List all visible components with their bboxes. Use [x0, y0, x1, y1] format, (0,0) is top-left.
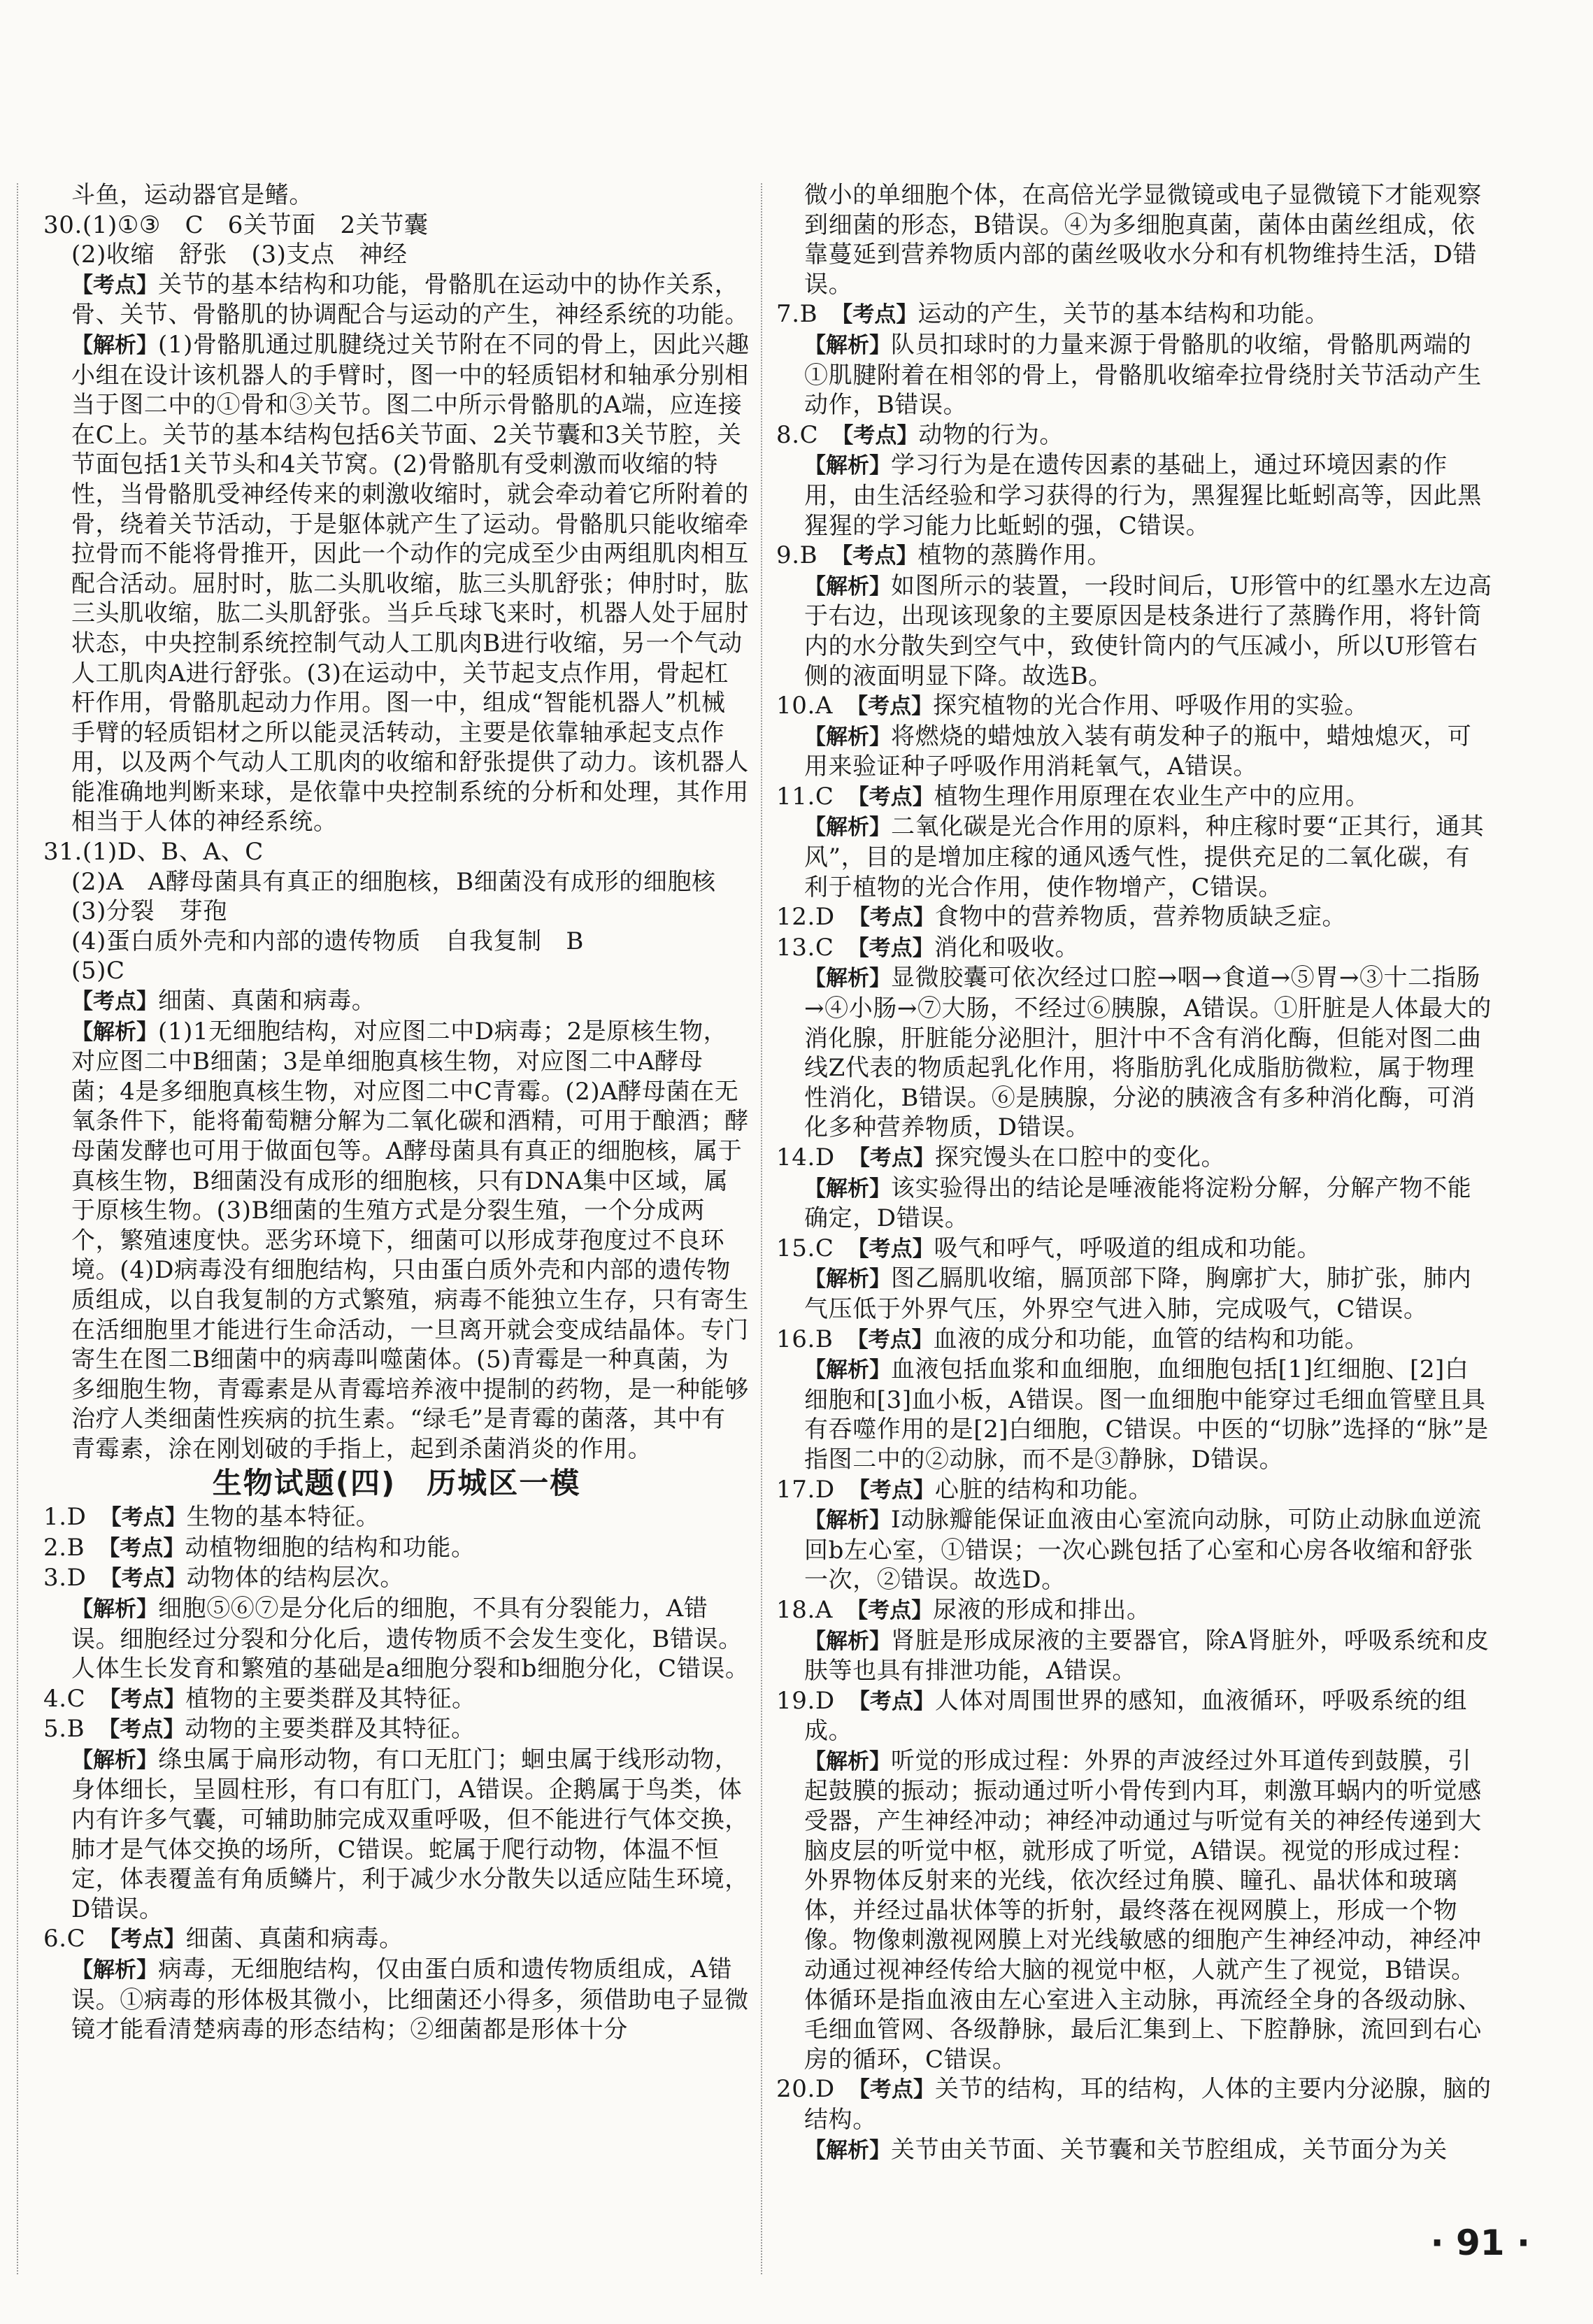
jiexi-text: 队员扣球时的力量来源于骨骼肌的收缩，骨骼肌两端的①肌腱附着在相邻的骨上，骨骼肌收缩牵拉骨绕肘关节活动产生动作，B错误。 — [804, 330, 1482, 420]
kaodian-tag: 【 考点 】 — [859, 905, 935, 930]
q30-jiexi — [43, 330, 750, 837]
kaodian-text: 细菌、真菌和病毒。 — [185, 1925, 403, 1953]
q31-jiexi — [43, 1017, 750, 1464]
answer-spacer — [817, 541, 842, 569]
kaodian-tag: 【 考点 】 — [858, 936, 934, 961]
jiexi-tag: 【 解析 】 — [804, 1267, 891, 1292]
q31-jiexi-text: (1)1无细胞结构，对应图二中D病毒；2是原核生物，对应图二中B细菌；3是单细胞真核生物，对应图二中A酵母菌；4是多细胞真核生物，对应图二中C青霉。(2)A酵母菌在无氧条件下，能将葡萄糖分解为二氧化碳和酒精，可用于酿酒；酵母菌发酵也可用于做面包等。A酵母菌具有真正的细胞核，属于真核生物，B细菌没有成形的细胞核，只有DNA集中区域，属于原核生物。(3)B细菌的生殖方式是分裂生殖，一个分成两个，繁殖速度快。恶劣环境下，细菌可以形成芽孢度过不良环境。(4)D病毒没有细胞结构，只由蛋白质外壳和内部的遗传物质组成，以自我复制的方式繁殖，病毒不能独立生存，只有寄生在活细胞里才能进行生命活动，一旦离开就会变成结晶体。专门寄生在图二B细菌中的病毒叫噬菌体。(5)青霉是一种真菌，为多细胞生物，青霉素是从青霉培养液中提制的药物，是一种能够治疗人类细菌性疾病的抗生素。“绿毛”是青霉的菌落，其中有青霉素，涂在刚划破的手指上，起到杀菌消炎的作用。 — [71, 1017, 749, 1463]
kaodian-text: 血液的成分和功能，血管的结构和功能。 — [933, 1325, 1369, 1353]
answer-spacer — [87, 1503, 111, 1531]
kaodian-text: 动物的行为。 — [918, 420, 1064, 449]
answer-spacer — [85, 1925, 110, 1953]
answer-item — [776, 1595, 1493, 1626]
answer-spacer — [834, 783, 859, 811]
column-divider — [761, 183, 762, 2274]
q31-kaodian — [43, 986, 750, 1017]
answer-number: 11.C — [776, 782, 834, 811]
kaodian-text: 探究植物的光合作用、呼吸作用的实验。 — [933, 692, 1369, 720]
jiexi-tag: 【 解析 】 — [71, 1020, 158, 1045]
answer-number: 13.C — [776, 933, 834, 962]
answer-number: 7.B — [776, 300, 818, 329]
kaodian-text: 运动的产生，关节的基本结构和功能。 — [917, 300, 1329, 329]
kaodian-tag: 【 考点 】 — [110, 1927, 186, 1952]
answer-explanation — [776, 1505, 1493, 1595]
kaodian-tag: 【 考点 】 — [857, 694, 934, 719]
answer-spacer — [833, 1325, 857, 1353]
jiexi-text: 将燃烧的蜡烛放入装有萌发种子的瓶中，蜡烛熄灭，可用来验证种子呼吸作用消耗氧气，A错误。 — [804, 722, 1472, 781]
jiexi-text: Ⅰ动脉瓣能保证血液由心室流向动脉，可防止动脉血逆流回b左心室，①错误；一次心跳包括了心室和心房各收缩和舒张一次，②错误。故选D。 — [804, 1506, 1482, 1595]
answer-spacer — [85, 1715, 109, 1743]
q30-answer-line-1: 30.(1)①③ C 6关节面 2关节囊 — [43, 211, 429, 239]
right-column — [776, 180, 1493, 2165]
kaodian-tag: 【 考点 】 — [859, 1146, 935, 1171]
answer-explanation — [776, 722, 1493, 782]
answer-spacer — [833, 1596, 857, 1624]
jiexi-tag: 【 解析 】 — [804, 1357, 891, 1383]
answer-explanation — [776, 1626, 1493, 1686]
binding-edge-line — [17, 183, 18, 2274]
kaodian-text: 吸气和呼气，呼吸道的组成和功能。 — [934, 1234, 1322, 1262]
q30-jiexi-text: (1)骨骼肌通过肌腱绕过关节附在不同的骨上，因此兴趣小组在设计该机器人的手臂时，图一中的轻质铝材和轴承分别相当于图二中的①骨和③关节。图二中所示骨骼肌的A端，应连接在C上。关节的基本结构包括6关节面、2关节囊和3关节腔，关节面包括1关节头和4关节窝。(2)骨骼肌有受刺激而收缩的特性，当骨骼肌受神经传来的刺激收缩时，就会牵动着它所附着的骨，绕着关节活动，于是躯体就产生了运动。骨骼肌只能收缩牵拉骨而不能将骨推开，因此一个动作的完成至少由两组肌肉相互配合活动。屈肘时，肱二头肌收缩，肱三头肌舒张；伸肘时，肱三头肌收缩，肱二头肌舒张。当乒乓球飞来时，机器人处于屈肘状态，中央控制系统控制气动人工肌肉B进行收缩，另一个气动人工肌肉A进行舒张。(3)在运动中，关节起支点作用，骨起杠杆作用，骨骼肌起动力作用。图一中，组成“智能机器人”机械手臂的轻质铝材之所以能灵活转动，主要是依靠轴承起支点作用，以及两个气动人工肌肉的收缩和舒张提供了动力。该机器人能准确地判断来球，是依靠中央控制系统的分析和处理，其作用相当于人体的神经系统。 — [71, 330, 750, 836]
left-top-fragment: 斗鱼，运动器官是鳍。 — [71, 181, 313, 209]
right-answer-list — [776, 299, 1493, 2165]
answer-number: 15.C — [776, 1234, 834, 1262]
answer-item — [776, 2074, 1493, 2134]
jiexi-text: 如图所示的装置，一段时间后，U形管中的红墨水左边高于右边，出现该现象的主要原因是枝条进行了蒸腾作用，将针筒内的水分散失到空气中，致使针筒内的气压减小，所以U形管右侧的液面明显下降。故选B。 — [804, 571, 1492, 690]
kaodian-tag: 【 考点 】 — [857, 1598, 934, 1623]
kaodian-tag: 【 考点 】 — [842, 543, 918, 569]
jiexi-text: 该实验得出的结论是唾液能将淀粉分解，分解产物不能确定，D错误。 — [804, 1174, 1472, 1233]
kaodian-text: 关节的结构，耳的结构，人体的主要内分泌腺，脑的结构。 — [804, 2075, 1492, 2134]
q31-kaodian-text: 细菌、真菌和病毒。 — [158, 987, 376, 1015]
kaodian-tag: 【 考点 】 — [843, 423, 919, 448]
q30-kaodian-text: 关节的基本结构和功能，骨骼肌在运动中的协作关系，骨、关节、骨骼肌的协调配合与运动的产生，神经系统的功能。 — [71, 270, 749, 329]
answer-number: 8.C — [776, 420, 819, 449]
answer-explanation — [776, 812, 1493, 902]
answer-explanation — [776, 963, 1493, 1143]
kaodian-tag: 【 考点 】 — [71, 273, 158, 298]
jiexi-tag: 【 解析 】 — [804, 1749, 891, 1774]
answer-explanation — [776, 571, 1493, 691]
kaodian-tag: 【 考点 】 — [857, 1327, 934, 1353]
kaodian-tag: 【 考点 】 — [71, 989, 158, 1014]
answer-explanation — [776, 330, 1493, 420]
jiexi-tag: 【 解析 】 — [804, 574, 891, 599]
answer-item — [776, 1686, 1493, 1746]
jiexi-tag: 【 解析 】 — [71, 1748, 158, 1773]
jiexi-text: 绦虫属于扁形动物，有口无肛门；蛔虫属于线形动物，身体细长，呈圆柱形，有口有肛门，A错误。企鹅属于鸟类，体内有许多气囊，可辅助肺完成双重呼吸，但不能进行气体交换，肺才是气体交换的场所，C错误。蛇属于爬行动物，体温不恒定，体表覆盖有角质鳞片，利于减少水分散失以适应陆生环境，D错误。 — [71, 1745, 749, 1923]
answer-number: 4.C — [43, 1684, 86, 1713]
kaodian-tag: 【 考点 】 — [842, 302, 918, 327]
answer-number: 16.B — [776, 1325, 834, 1353]
answer-item — [43, 1533, 750, 1564]
answer-explanation — [776, 1264, 1493, 1324]
jiexi-tag: 【 解析 】 — [804, 333, 891, 358]
kaodian-text: 动物的主要类群及其特征。 — [185, 1715, 476, 1744]
kaodian-text: 动物体的结构层次。 — [186, 1564, 405, 1592]
answer-spacer — [85, 1685, 110, 1713]
answer-spacer — [817, 300, 842, 328]
answer-number: 6.C — [43, 1925, 86, 1953]
answer-spacer — [835, 1687, 859, 1715]
answer-item — [776, 541, 1493, 571]
answer-number: 20.D — [776, 2075, 835, 2104]
kaodian-text: 尿液的形成和排出。 — [933, 1595, 1151, 1624]
answer-item — [776, 420, 1493, 451]
answer-number: 19.D — [776, 1686, 835, 1715]
answer-spacer — [833, 692, 857, 720]
answer-item — [776, 1234, 1493, 1264]
answer-spacer — [835, 2075, 859, 2103]
jiexi-tag: 【 解析 】 — [804, 1176, 891, 1202]
answer-spacer — [87, 1564, 111, 1592]
answer-item — [776, 1475, 1493, 1506]
answer-spacer — [834, 934, 859, 962]
kaodian-tag: 【 考点 】 — [859, 1478, 935, 1503]
kaodian-text: 植物的蒸腾作用。 — [917, 541, 1112, 570]
answer-number: 1.D — [43, 1503, 87, 1532]
answer-explanation — [43, 1745, 750, 1925]
answer-explanation — [776, 1746, 1493, 2075]
answer-explanation — [776, 2135, 1493, 2166]
answer-number: 5.B — [43, 1715, 85, 1744]
answer-item — [776, 691, 1493, 722]
page-number: · 91 · — [1430, 2223, 1530, 2263]
answer-item — [776, 1143, 1493, 1174]
jiexi-text: 肾脏是形成尿液的主要器官，除A肾脏外，呼吸系统和皮肤等也具有排泄功能，A错误。 — [804, 1626, 1490, 1685]
jiexi-tag: 【 解析 】 — [804, 453, 891, 478]
jiexi-tag: 【 解析 】 — [804, 815, 891, 840]
jiexi-text: 学习行为是在遗传因素的基础上，通过环境因素的作用，由生活经验和学习获得的行为，黑猩猩比蚯蚓高等，因此黑猩猩的学习能力比蚯蚓的强，C错误。 — [804, 451, 1482, 540]
answer-number: 3.D — [43, 1564, 87, 1592]
q31-answer-line-5: (5)C — [71, 957, 125, 985]
kaodian-text: 食物中的营养物质，营养物质缺乏症。 — [934, 903, 1347, 932]
kaodian-tag: 【 考点 】 — [859, 1689, 935, 1714]
jiexi-tag: 【 解析 】 — [804, 1629, 891, 1654]
section-title: 生物试题(四) 历城区一模 — [212, 1465, 581, 1500]
answer-explanation — [776, 1355, 1493, 1474]
kaodian-tag: 【 考点 】 — [859, 2077, 935, 2102]
answer-number: 17.D — [776, 1475, 835, 1504]
answer-item — [776, 782, 1493, 813]
answer-item — [43, 1924, 750, 1955]
kaodian-tag: 【 考点 】 — [109, 1717, 185, 1742]
kaodian-text: 植物生理作用原理在农业生产中的应用。 — [934, 782, 1370, 811]
kaodian-text: 人体对周围世界的感知，血液循环，呼吸系统的组成。 — [804, 1686, 1468, 1746]
answer-number: 18.A — [776, 1595, 834, 1624]
q30-kaodian — [43, 270, 750, 330]
q31-answer-line-2: (2)A A酵母菌具有真正的细胞核，B细菌没有成形的细胞核 — [71, 867, 716, 896]
jiexi-text: 听觉的形成过程：外界的声波经过外耳道传到鼓膜，引起鼓膜的振动；振动通过听小骨传到内耳，刺激耳蜗内的听觉感受器，产生神经冲动；神经冲动通过与听觉有关的神经传递到大脑皮层的听觉中枢，就形成了听觉，A错误。视觉的形成过程：外界物体反射来的光线，依次经过角膜、瞳孔、晶状体和玻璃体，并经过晶状体等的折射，最终落在视网膜上，形成一个物像。物像刺激视网膜上对光线敏感的细胞产生神经冲动，神经冲动通过视神经传给大脑的视觉中枢，人就产生了视觉，B错误。体循环是指血液由左心室进入主动脉，再流经全身的各级动脉、毛细血管网、各级静脉，最后汇集到上、下腔静脉，流回到右心房的循环，C错误。 — [804, 1746, 1482, 2074]
jiexi-tag: 【 解析 】 — [804, 1508, 891, 1533]
left-answer-list — [43, 1502, 750, 2045]
kaodian-text: 消化和吸收。 — [934, 933, 1080, 962]
jiexi-text: 二氧化碳是光合作用的原料，种庄稼时要“正其行，通其风”，目的是增加庄稼的通风透气性，提供充足的二氧化碳，有利于植物的光合作用，使作物增产，C错误。 — [804, 813, 1485, 901]
answer-number: 2.B — [43, 1533, 85, 1562]
answer-item — [776, 933, 1493, 964]
kaodian-text: 动植物细胞的结构和功能。 — [185, 1533, 476, 1562]
jiexi-text: 血液包括血浆和血细胞，血细胞包括[1]红细胞、[2]白细胞和[3]血小板，A错误。图一血细胞中能穿过毛细血管壁且具有吞噬作用的是[2]白细胞，C错误。中医的“切脉”选择的“脉”是指图二中的②动脉，而不是③静脉，D错误。 — [804, 1355, 1489, 1474]
answer-number: 12.D — [776, 903, 835, 932]
kaodian-tag: 【 考点 】 — [109, 1536, 185, 1561]
answer-number: 10.A — [776, 692, 834, 720]
jiexi-text: 显微胶囊可依次经过口腔→咽→食道→⑤胃→③十二指肠→④小肠→⑦大肠，不经过⑥胰腺，A错误。①肝脏是人体最大的消化腺，肝脏能分泌胆汁，胆汁中不含有消化酶，但能对图二曲线Z代表的物质起乳化作用，将脂肪乳化成脂肪微粒，属于物理性消化，B错误。⑥是胰腺，分泌的胰液含有多种消化酶，可消化多种营养物质，D错误。 — [804, 964, 1492, 1142]
jiexi-tag: 【 解析 】 — [804, 725, 891, 750]
kaodian-tag: 【 考点 】 — [110, 1687, 186, 1712]
answer-item — [43, 1563, 750, 1594]
kaodian-text: 探究馒头在口腔中的变化。 — [934, 1143, 1226, 1171]
q30-answer-line-2: (2)收缩 舒张 (3)支点 神经 — [71, 241, 408, 269]
jiexi-tag: 【 解析 】 — [71, 333, 158, 358]
kaodian-text: 心脏的结构和功能。 — [934, 1475, 1153, 1504]
jiexi-text: 关节由关节面、关节囊和关节腔组成，关节面分为关 — [891, 2135, 1448, 2164]
kaodian-text: 植物的主要类群及其特征。 — [185, 1684, 476, 1713]
answer-spacer — [834, 1234, 859, 1262]
answer-spacer — [85, 1534, 109, 1562]
kaodian-tag: 【 考点 】 — [858, 1236, 934, 1262]
kaodian-tag: 【 考点 】 — [110, 1566, 187, 1591]
jiexi-tag: 【 解析 】 — [804, 2138, 891, 2163]
answer-item — [43, 1714, 750, 1745]
answer-spacer — [835, 1143, 859, 1171]
jiexi-tag: 【 解析 】 — [71, 1958, 158, 1983]
kaodian-tag: 【 考点 】 — [858, 785, 934, 810]
answer-item — [43, 1684, 750, 1715]
answer-item — [776, 1325, 1493, 1355]
answer-number: 9.B — [776, 541, 818, 570]
kaodian-text: 生物的基本特征。 — [186, 1503, 380, 1532]
answer-explanation — [43, 1594, 750, 1684]
kaodian-tag: 【 考点 】 — [110, 1505, 187, 1530]
jiexi-tag: 【 解析 】 — [804, 966, 891, 991]
jiexi-tag: 【 解析 】 — [71, 1597, 158, 1622]
answer-explanation — [776, 1174, 1493, 1234]
answer-item — [776, 902, 1493, 933]
q31-answer-line-1: 31.(1)D、B、A、C — [43, 838, 264, 867]
answer-spacer — [835, 1476, 859, 1504]
answer-explanation — [43, 1955, 750, 2045]
jiexi-text: 病毒，无细胞结构，仅由蛋白质和遗传物质组成，A错误。①病毒的形体极其微小，比细菌还小得多，须借助电子显微镜才能看清楚病毒的形态结构；②细菌都是形体十分 — [71, 1955, 749, 2044]
jiexi-text: 图乙膈肌收缩，膈顶部下降，胸廓扩大，肺扩张，肺内气压低于外界气压，外界空气进入肺，完成吸气，C错误。 — [804, 1264, 1472, 1323]
answer-item — [43, 1502, 750, 1533]
answer-spacer — [835, 903, 859, 931]
right-top-fragment: 微小的单细胞个体，在高倍光学显微镜或电子显微镜下才能观察到细菌的形态，B错误。④为多细胞真菌，菌体由菌丝组成，依靠蔓延到营养物质内部的菌丝吸收水分和有机物维持生活，D错误。 — [804, 181, 1482, 299]
left-column — [43, 180, 750, 2045]
q31-answer-line-3: (3)分裂 芽孢 — [71, 897, 227, 926]
q31-answer-line-4: (4)蛋白质外壳和内部的遗传物质 自我复制 B — [71, 927, 584, 955]
answer-number: 14.D — [776, 1143, 835, 1171]
answer-explanation — [776, 450, 1493, 541]
answer-item — [776, 299, 1493, 330]
jiexi-text: 细胞⑤⑥⑦是分化后的细胞，不具有分裂能力，A错误。细胞经过分裂和分化后，遗传物质不会发生变化，B错误。人体生长发育和繁殖的基础是a细胞分裂和b细胞分化，C错误。 — [71, 1594, 750, 1683]
answer-spacer — [818, 421, 843, 449]
